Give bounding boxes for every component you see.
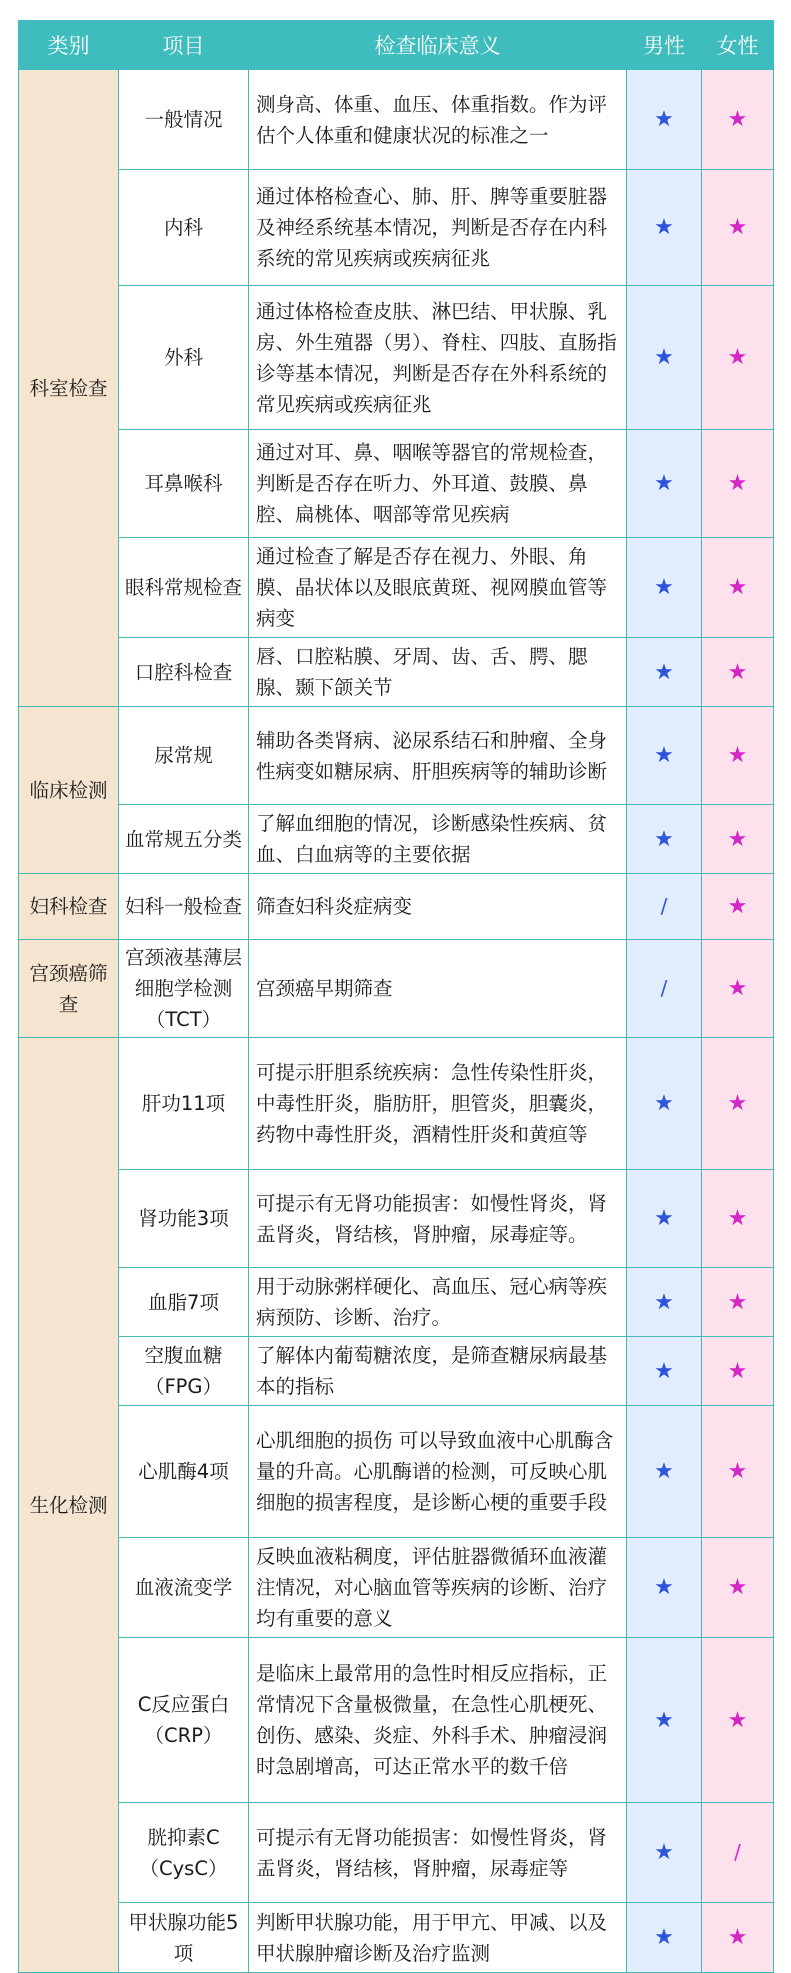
male-mark: ★ (627, 1268, 702, 1337)
meaning-cell: 可提示有无肾功能损害：如慢性肾炎，肾盂肾炎，肾结核，肾肿瘤，尿毒症等 (249, 1803, 627, 1903)
female-mark: ★ (702, 638, 774, 707)
meaning-cell: 反映血液粘稠度，评估脏器微循环血液灌注情况，对心脑血管等疾病的诊断、治疗均有重要的意义 (249, 1538, 627, 1638)
male-mark: ★ (627, 1803, 702, 1903)
header-category: 类别 (19, 21, 119, 70)
table-row (19, 1638, 774, 1803)
female-mark: ★ (702, 1638, 774, 1803)
male-mark: ★ (627, 286, 702, 430)
table-row (19, 286, 774, 430)
item-cell: 胱抑素C（CysC） (119, 1803, 249, 1903)
male-mark: ★ (627, 1903, 702, 1973)
table-row (19, 805, 774, 874)
meaning-cell: 用于动脉粥样硬化、高血压、冠心病等疾病预防、诊断、治疗。 (249, 1268, 627, 1337)
meaning-cell: 了解体内葡萄糖浓度，是筛查糖尿病最基本的指标 (249, 1337, 627, 1406)
table-row (19, 707, 774, 805)
item-cell: 肾功能3项 (119, 1170, 249, 1268)
female-mark: ★ (702, 1337, 774, 1406)
item-cell: 一般情况 (119, 70, 249, 170)
female-mark: ★ (702, 805, 774, 874)
table-row (19, 1268, 774, 1337)
table-row (19, 170, 774, 286)
item-cell: 妇科一般检查 (119, 874, 249, 940)
female-mark: ★ (702, 286, 774, 430)
meaning-cell: 通过体格检查心、肺、肝、脾等重要脏器及神经系统基本情况，判断是否存在内科系统的常见疾病或疾病征兆 (249, 170, 627, 286)
table-row (19, 874, 774, 940)
meaning-cell: 心肌细胞的损伤 可以导致血液中心肌酶含量的升高。心肌酶谱的检测，可反映心肌细胞的损害程度，是诊断心梗的重要手段 (249, 1406, 627, 1538)
meaning-cell: 筛查妇科炎症病变 (249, 874, 627, 940)
meaning-cell: 唇、口腔粘膜、牙周、齿、舌、腭、腮腺、颞下颌关节 (249, 638, 627, 707)
item-cell: 宫颈液基薄层细胞学检测（TCT） (119, 940, 249, 1038)
category-cell: 科室检查 (19, 70, 119, 707)
item-cell: 肝功11项 (119, 1038, 249, 1170)
table-row (19, 638, 774, 707)
item-cell: 血脂7项 (119, 1268, 249, 1337)
category-cell: 妇科检查 (19, 874, 119, 940)
male-mark: ★ (627, 1538, 702, 1638)
male-mark: ★ (627, 707, 702, 805)
table-header-row (19, 21, 774, 70)
item-cell: 心肌酶4项 (119, 1406, 249, 1538)
male-mark: / (627, 874, 702, 940)
female-mark: ★ (702, 170, 774, 286)
table-row (19, 1337, 774, 1406)
table-row (19, 1170, 774, 1268)
item-cell: 血常规五分类 (119, 805, 249, 874)
meaning-cell: 可提示有无肾功能损害：如慢性肾炎，肾盂肾炎，肾结核，肾肿瘤，尿毒症等。 (249, 1170, 627, 1268)
meaning-cell: 判断甲状腺功能，用于甲亢、甲减、以及甲状腺肿瘤诊断及治疗监测 (249, 1903, 627, 1973)
male-mark: ★ (627, 538, 702, 638)
header-item: 项目 (119, 21, 249, 70)
male-mark: ★ (627, 805, 702, 874)
male-mark: ★ (627, 170, 702, 286)
item-cell: C反应蛋白（CRP） (119, 1638, 249, 1803)
female-mark: ★ (702, 1903, 774, 1973)
meaning-cell: 测身高、体重、血压、体重指数。作为评估个人体重和健康状况的标准之一 (249, 70, 627, 170)
item-cell: 口腔科检查 (119, 638, 249, 707)
table-row (19, 430, 774, 538)
female-mark: ★ (702, 1406, 774, 1538)
female-mark: / (702, 1803, 774, 1903)
female-mark: ★ (702, 1170, 774, 1268)
male-mark: ★ (627, 1337, 702, 1406)
table-row (19, 1903, 774, 1973)
male-mark: ★ (627, 1170, 702, 1268)
female-mark: ★ (702, 940, 774, 1038)
table-row (19, 538, 774, 638)
meaning-cell: 通过体格检查皮肤、淋巴结、甲状腺、乳房、外生殖器（男）、脊柱、四肢、直肠指诊等基本情况，判断是否存在外科系统的常见疾病或疾病征兆 (249, 286, 627, 430)
table-row (19, 1038, 774, 1170)
category-cell: 生化检测 (19, 1038, 119, 1973)
table-row (19, 1803, 774, 1903)
item-cell: 眼科常规检查 (119, 538, 249, 638)
item-cell: 内科 (119, 170, 249, 286)
female-mark: ★ (702, 1038, 774, 1170)
female-mark: ★ (702, 538, 774, 638)
item-cell: 外科 (119, 286, 249, 430)
meaning-cell: 可提示肝胆系统疾病：急性传染性肝炎，中毒性肝炎，脂肪肝，胆管炎，胆囊炎，药物中毒性肝炎，酒精性肝炎和黄疸等 (249, 1038, 627, 1170)
meaning-cell: 通过检查了解是否存在视力、外眼、角膜、晶状体以及眼底黄斑、视网膜血管等病变 (249, 538, 627, 638)
header-female: 女性 (702, 21, 774, 70)
female-mark: ★ (702, 1268, 774, 1337)
meaning-cell: 了解血细胞的情况，诊断感染性疾病、贫血、白血病等的主要依据 (249, 805, 627, 874)
female-mark: ★ (702, 430, 774, 538)
item-cell: 空腹血糖（FPG） (119, 1337, 249, 1406)
header-meaning: 检查临床意义 (249, 21, 627, 70)
item-cell: 血液流变学 (119, 1538, 249, 1638)
table-row (19, 1538, 774, 1638)
male-mark: / (627, 940, 702, 1038)
item-cell: 耳鼻喉科 (119, 430, 249, 538)
item-cell: 甲状腺功能5项 (119, 1903, 249, 1973)
category-cell: 宫颈癌筛查 (19, 940, 119, 1038)
meaning-cell: 辅助各类肾病、泌尿系结石和肿瘤、全身性病变如糖尿病、肝胆疾病等的辅助诊断 (249, 707, 627, 805)
male-mark: ★ (627, 70, 702, 170)
female-mark: ★ (702, 874, 774, 940)
female-mark: ★ (702, 70, 774, 170)
table-row (19, 70, 774, 170)
male-mark: ★ (627, 1406, 702, 1538)
table-row (19, 1406, 774, 1538)
meaning-cell: 是临床上最常用的急性时相反应指标，正常情况下含量极微量，在急性心肌梗死、创伤、感染、炎症、外科手术、肿瘤浸润时急剧增高，可达正常水平的数千倍 (249, 1638, 627, 1803)
item-cell: 尿常规 (119, 707, 249, 805)
female-mark: ★ (702, 1538, 774, 1638)
meaning-cell: 通过对耳、鼻、咽喉等器官的常规检查，判断是否存在听力、外耳道、鼓膜、鼻腔、扁桃体、咽部等常见疾病 (249, 430, 627, 538)
header-male: 男性 (627, 21, 702, 70)
female-mark: ★ (702, 707, 774, 805)
category-cell: 临床检测 (19, 707, 119, 874)
exam-items-table (18, 20, 774, 1973)
male-mark: ★ (627, 638, 702, 707)
male-mark: ★ (627, 1038, 702, 1170)
male-mark: ★ (627, 1638, 702, 1803)
male-mark: ★ (627, 430, 702, 538)
meaning-cell: 宫颈癌早期筛查 (249, 940, 627, 1038)
table-row (19, 940, 774, 1038)
